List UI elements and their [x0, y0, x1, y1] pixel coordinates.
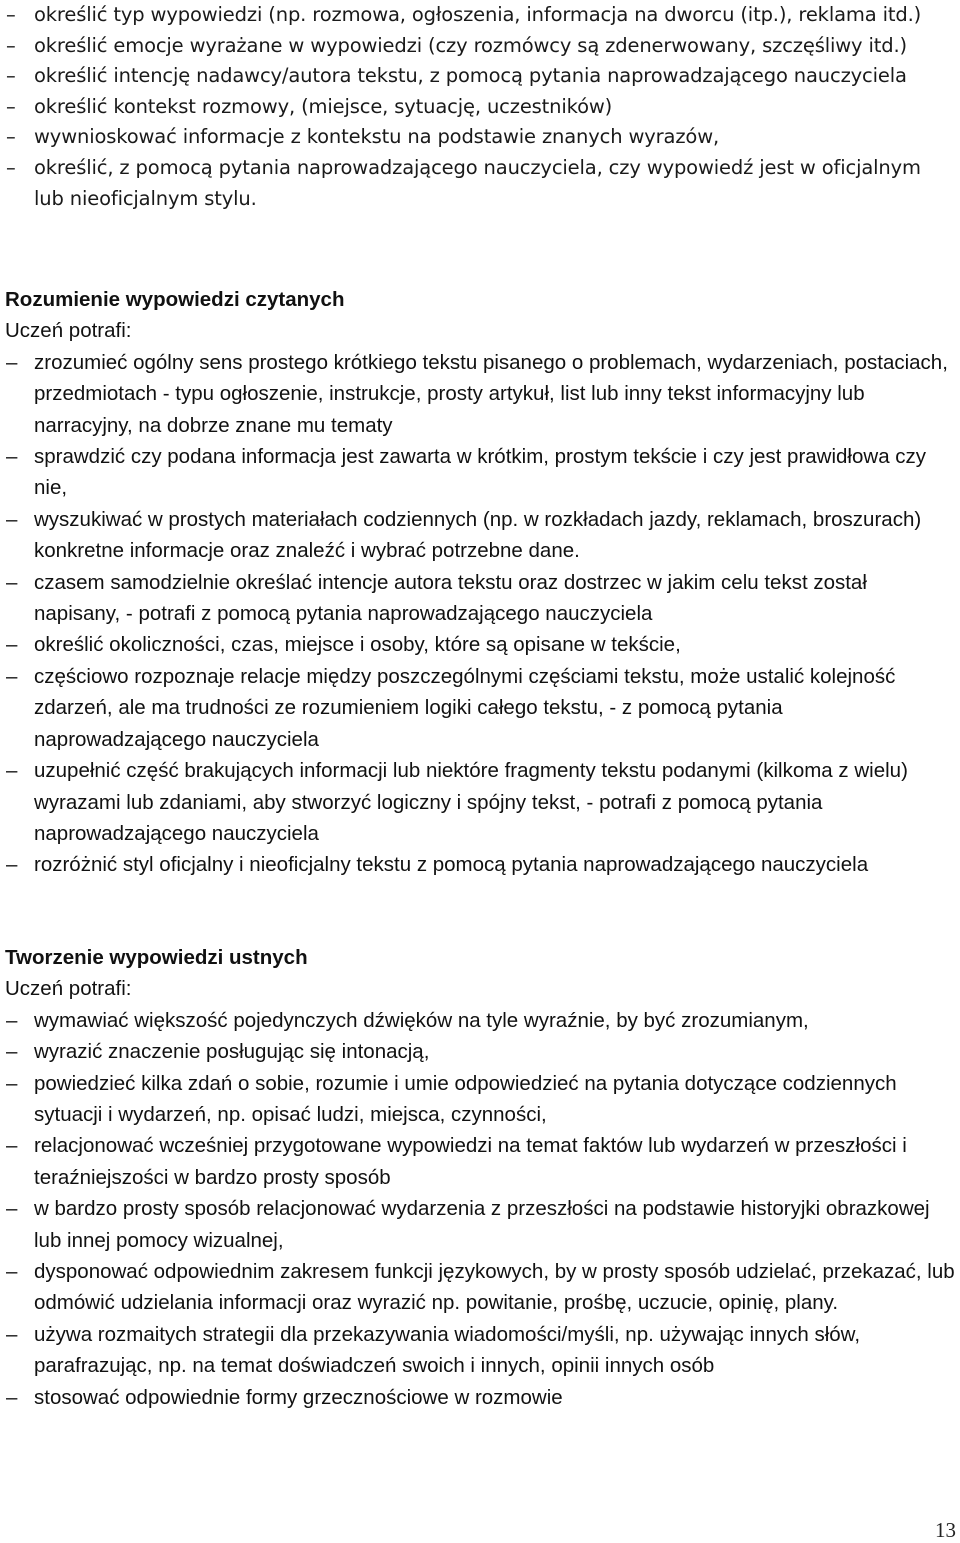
list-item [0, 61, 960, 92]
list-item-text: używa rozmaitych strategii dla przekazywania wiadomości/myśli, np. używając innych słów, parafrazując, np. na temat doświadczeń swoich i innych, opinii innych osób [34, 1322, 861, 1378]
dash-bullet-icon: – [6, 1385, 18, 1409]
list-item [0, 1319, 960, 1382]
dash-bullet-icon: – [6, 570, 18, 594]
list-item [0, 1068, 960, 1131]
list-item [0, 567, 960, 630]
list-item [0, 504, 960, 567]
dash-bullet-icon: – [6, 633, 18, 657]
dash-bullet-icon: – [6, 94, 16, 118]
list-item-text: określić typ wypowiedzi (np. rozmowa, ogłoszenia, informacja na dworcu (itp.), reklama itd.) [34, 3, 922, 26]
list-item [0, 661, 960, 755]
dash-bullet-icon: – [6, 853, 18, 877]
dash-bullet-icon: – [6, 350, 18, 374]
dash-bullet-icon: – [6, 445, 18, 469]
list-item [0, 1193, 960, 1256]
list-item-text: określić, z pomocą pytania naprowadzającego nauczyciela, czy wypowiedź jest w oficjalnym lub nieoficjalnym stylu. [34, 155, 921, 210]
list-item-text: dysponować odpowiednim zakresem funkcji językowych, by w prosty sposób udzielać, przekazać, lub odmówić udzielania informacji oraz wyrazić np. powitanie, prośbę, uczucie, opinię, plany. [34, 1260, 955, 1315]
section-heading: Rozumienie wypowiedzi czytanych [5, 288, 345, 311]
dash-bullet-icon: – [6, 64, 16, 88]
list-item-text: rozróżnić styl oficjalny i nieoficjalny tekstu z pomocą pytania naprowadzającego nauczyciela [34, 853, 869, 877]
list-item [0, 629, 960, 660]
list-item [0, 849, 960, 880]
dash-bullet-icon: – [6, 1071, 18, 1095]
list-item-text: określić okoliczności, czas, miejsce i osoby, które są opisane w tekście, [34, 633, 681, 657]
list-item [0, 122, 960, 153]
list-item [0, 1256, 960, 1319]
list-item-text: częściowo rozpoznaje relacje między poszczególnymi częściami tekstu, może ustalić kolejność zdarzeń, ale ma trudności ze rozumieniem logiki całego tekstu, - z pomocą pytania naprowadzającego nauczyciela [34, 664, 896, 751]
speaking-section [0, 942, 960, 1413]
dash-bullet-icon: – [6, 664, 18, 688]
list-item-text: w bardzo prosty sposób relacjonować wydarzenia z przeszłości na podstawie historyjki obrazkowej lub innej pomocy wizualnej, [34, 1197, 930, 1252]
dash-bullet-icon: – [6, 507, 18, 531]
list-item [0, 92, 960, 123]
section-subtitle: Uczeń potrafi: [5, 319, 132, 343]
speaking-skills-list [0, 1005, 960, 1413]
list-item [0, 1036, 960, 1067]
dash-bullet-icon: – [6, 125, 16, 149]
list-item [0, 1130, 960, 1193]
list-item-text: stosować odpowiednie formy grzecznościowe w rozmowie [34, 1385, 563, 1409]
list-item [0, 153, 960, 214]
page-number: 13 [935, 1518, 956, 1542]
list-item-text: określić emocje wyrażane w wypowiedzi (czy rozmówcy są zdenerwowany, szczęśliwy itd.) [34, 33, 907, 57]
section-heading: Tworzenie wypowiedzi ustnych [5, 946, 308, 969]
list-item [0, 441, 960, 504]
dash-bullet-icon: – [6, 1260, 18, 1284]
dash-bullet-icon: – [6, 759, 18, 783]
dash-bullet-icon: – [6, 1197, 18, 1221]
list-item [0, 755, 960, 849]
list-item [0, 347, 960, 441]
list-item-text: sprawdzić czy podana informacja jest zawarta w krótkim, prostym tekście i czy jest prawidłowa czy nie, [34, 445, 927, 500]
dash-bullet-icon: – [6, 155, 16, 179]
list-item-text: wyszukiwać w prostych materiałach codziennych (np. w rozkładach jazdy, reklamach, broszurach) konkretne informacje oraz znaleźć i wybrać potrzebne dane. [34, 507, 922, 563]
dash-bullet-icon: – [6, 1322, 18, 1346]
list-item-text: określić kontekst rozmowy, (miejsce, sytuację, uczestników) [34, 94, 613, 118]
list-item-text: uzupełnić część brakujących informacji lub niektóre fragmenty tekstu podanymi (kilkoma z wielu) wyrazami lub zdaniami, aby stworzyć logiczny i spójny tekst, - potrafi z pomocą pytania naprowadzającego nauczyciela [34, 759, 908, 845]
list-item-text: powiedzieć kilka zdań o sobie, rozumie i umie odpowiedzieć na pytania dotyczące codziennych sytuacji i wydarzeń, np. opisać ludzi, miejsca, czynności, [34, 1071, 897, 1127]
dash-bullet-icon: – [6, 3, 16, 26]
list-item [0, 0, 960, 31]
dash-bullet-icon: – [6, 1008, 18, 1032]
list-item-text: określić intencję nadawcy/autora tekstu, z pomocą pytania naprowadzającego nauczyciela [34, 64, 907, 88]
list-item-text: wyrazić znaczenie posługując się intonacją, [34, 1040, 430, 1064]
dash-bullet-icon: – [6, 1040, 18, 1064]
dash-bullet-icon: – [6, 1134, 18, 1158]
intro-list [0, 0, 960, 214]
list-item-text: relacjonować wcześniej przygotowane wypowiedzi na temat faktów lub wydarzeń w przeszłości i teraźniejszości w bardzo prosty sposób [34, 1134, 907, 1189]
list-item-text: czasem samodzielnie określać intencje autora tekstu oraz dostrzec w jakim celu tekst został napisany, - potrafi z pomocą pytania naprowadzającego nauczyciela [34, 570, 867, 626]
dash-bullet-icon: – [6, 33, 16, 57]
list-item [0, 1005, 960, 1036]
list-item-text: wymawiać większość pojedynczych dźwięków na tyle wyraźnie, by być zrozumianym, [34, 1008, 809, 1032]
list-item-text: wywnioskować informacje z kontekstu na podstawie znanych wyrazów, [34, 125, 720, 149]
list-item [0, 1382, 960, 1413]
reading-comprehension-section [0, 284, 960, 881]
list-item [0, 31, 960, 62]
list-item-text: zrozumieć ogólny sens prostego krótkiego tekstu pisanego o problemach, wydarzeniach, postaciach, przedmiotach - typu ogłoszenie, instrukcje, prosty artykuł, list lub inny tekst informacyjny lub narracyjny, na dobrze znane mu tematy [34, 350, 948, 437]
reading-skills-list [0, 347, 960, 881]
section-subtitle: Uczeń potrafi: [5, 977, 132, 1001]
